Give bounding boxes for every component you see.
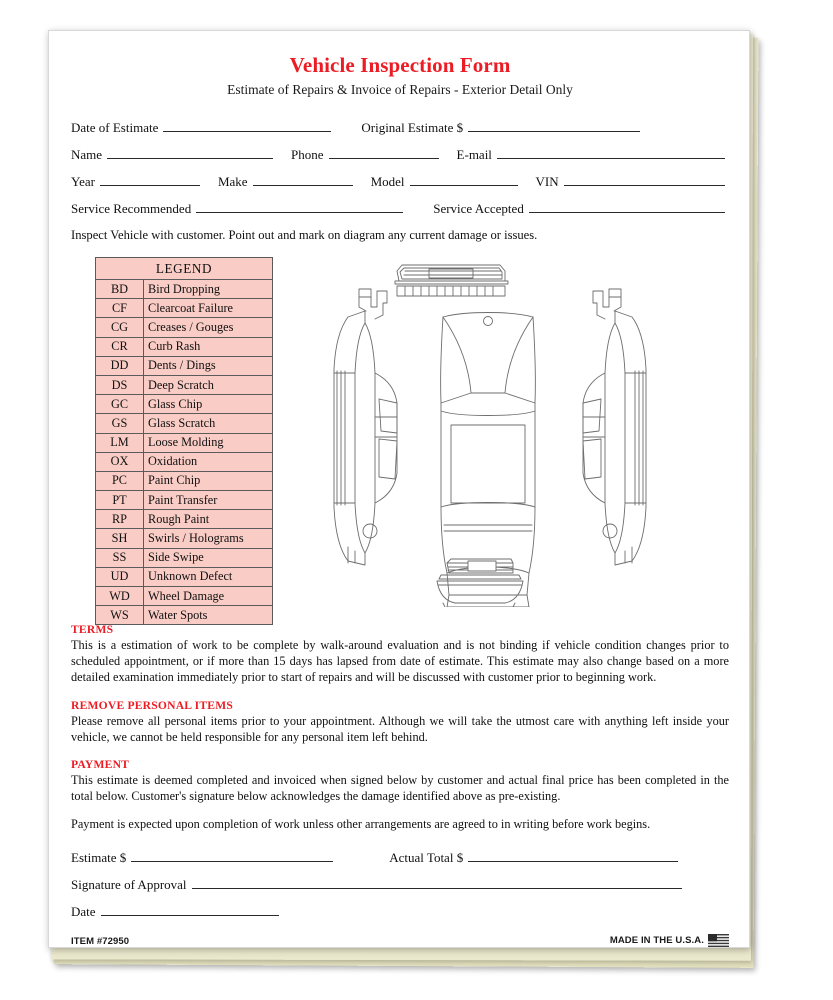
legend-heading: LEGEND — [96, 258, 273, 280]
legend-description: Glass Scratch — [144, 414, 273, 433]
driver-side-view — [334, 289, 397, 565]
footer-meta — [71, 934, 729, 947]
field-row-totals — [71, 850, 729, 866]
legend-description: Unknown Defect — [144, 567, 273, 586]
legend-row — [96, 280, 273, 299]
signature-of-approval-label: Signature of Approval — [71, 876, 187, 892]
legend-description: Paint Transfer — [144, 491, 273, 510]
legend-description: Side Swipe — [144, 548, 273, 567]
name-label: Name — [71, 147, 103, 162]
phone-label: Phone — [291, 147, 324, 162]
legend-code: DD — [96, 356, 144, 375]
remove-personal-items-heading: REMOVE PERSONAL ITEMS — [71, 698, 234, 712]
signature-date-input[interactable] — [101, 904, 279, 916]
year-label: Year — [71, 174, 95, 189]
item-number: ITEM #72950 — [71, 935, 130, 947]
legend-row — [96, 414, 273, 433]
phone-input[interactable] — [329, 147, 439, 159]
legend-description: Deep Scratch — [144, 375, 273, 394]
legend-description: Clearcoat Failure — [144, 299, 273, 318]
usa-flag-icon — [708, 934, 729, 947]
page-subtitle: Estimate of Repairs & Invoice of Repairs - Exterior Detail Only — [227, 82, 573, 97]
legend-code: BD — [96, 280, 144, 299]
legend-row — [96, 510, 273, 529]
remove-personal-items-body: Please remove all personal items prior to your appointment. Although we will take the utmost care with anything left inside your vehicle, we cannot be held responsible for any personal item left behind. — [71, 713, 729, 744]
legend-code: CF — [96, 299, 144, 318]
service-recommended-label: Service Recommended — [71, 201, 192, 216]
form-sheet-front — [48, 30, 750, 948]
legend-row — [96, 471, 273, 490]
legend-row — [96, 529, 273, 548]
service-recommended-input[interactable] — [196, 201, 403, 213]
legend-code: PC — [96, 471, 144, 490]
legend-row — [96, 548, 273, 567]
payment-heading: PAYMENT — [71, 758, 130, 772]
legend-row — [96, 587, 273, 606]
legend-code: LM — [96, 433, 144, 452]
email-input[interactable] — [497, 147, 725, 159]
legend-row — [96, 452, 273, 471]
page-title: Vehicle Inspection Form — [289, 53, 511, 77]
legend-container — [71, 257, 251, 622]
legend-body — [96, 280, 273, 625]
legend-description: Loose Molding — [144, 433, 273, 452]
legend-description: Curb Rash — [144, 337, 273, 356]
estimate-total-label: Estimate $ — [71, 849, 127, 865]
model-label: Model — [370, 174, 405, 189]
legend-description: Bird Dropping — [144, 280, 273, 299]
legend-row — [96, 433, 273, 452]
legend-code: CG — [96, 318, 144, 337]
vehicle-outline-diagram[interactable] — [325, 259, 655, 607]
legend-row — [96, 606, 273, 625]
legend-code: WD — [96, 587, 144, 606]
legend-description: Wheel Damage — [144, 587, 273, 606]
estimate-total-input[interactable] — [131, 850, 333, 862]
name-input[interactable] — [107, 147, 273, 159]
field-row-service — [71, 201, 729, 217]
field-row-contact — [71, 147, 729, 163]
legend-description: Rough Paint — [144, 510, 273, 529]
terms-sections — [71, 623, 729, 832]
payment-body: This estimate is deemed completed and invoiced when signed below by customer and actual final price has been completed in the total below. Customer's signature below acknowledges the damage identified above as pre-existing. — [71, 773, 729, 804]
legend-description: Swirls / Holograms — [144, 529, 273, 548]
made-in-usa-label: MADE IN THE U.S.A. — [609, 934, 704, 946]
legend-code: OX — [96, 452, 144, 471]
legend-row — [96, 491, 273, 510]
year-input[interactable] — [100, 174, 200, 186]
legend-code: SS — [96, 548, 144, 567]
inspection-instruction: Inspect Vehicle with customer. Point out and mark on diagram any current damage or issues. — [71, 228, 538, 242]
legend-description: Creases / Gouges — [144, 318, 273, 337]
legend-code: WS — [96, 606, 144, 625]
date-of-estimate-label: Date of Estimate — [71, 120, 159, 135]
front-view — [395, 265, 508, 296]
vin-label: VIN — [535, 174, 559, 189]
signature-of-approval-input[interactable] — [192, 877, 682, 889]
original-estimate-label: Original Estimate $ — [361, 120, 464, 135]
legend-description: Glass Chip — [144, 395, 273, 414]
legend-code: GC — [96, 395, 144, 414]
legend-description: Paint Chip — [144, 471, 273, 490]
terms-heading: TERMS — [71, 623, 114, 636]
made-in-usa — [610, 934, 729, 947]
field-row-vehicle — [71, 174, 729, 190]
legend-description: Water Spots — [144, 606, 273, 625]
legend-table — [95, 257, 273, 625]
legend-code: GS — [96, 414, 144, 433]
field-row-estimate — [71, 120, 729, 136]
legend-code: RP — [96, 510, 144, 529]
service-accepted-label: Service Accepted — [433, 201, 524, 216]
legend-row — [96, 395, 273, 414]
legend-description: Dents / Dings — [144, 356, 273, 375]
legend-code: CR — [96, 337, 144, 356]
make-input[interactable] — [253, 174, 353, 186]
customer-fields — [71, 120, 729, 217]
payment-body-second: Payment is expected upon completion of work unless other arrangements are agreed to in writing before work begins. — [71, 816, 651, 831]
legend-and-diagram-area — [71, 257, 729, 622]
legend-row — [96, 299, 273, 318]
terms-body: This is a estimation of work to be complete by walk-around evaluation and is not binding if vehicle condition changes prior to scheduled appointment, or if more than 15 days has lapsed from date of estimate. This estimate may also change based on a more detailed examination immediately prior to start of repairs and will be discussed with customer prior to beginning work. — [71, 638, 729, 685]
passenger-side-view — [583, 289, 646, 565]
legend-code: UD — [96, 567, 144, 586]
field-row-date — [71, 904, 729, 920]
actual-total-input[interactable] — [468, 850, 678, 862]
make-label: Make — [217, 174, 248, 189]
actual-total-label: Actual Total $ — [389, 849, 464, 865]
vin-input[interactable] — [564, 174, 725, 186]
legend-description: Oxidation — [144, 452, 273, 471]
legend-code: SH — [96, 529, 144, 548]
email-label: E-mail — [456, 147, 492, 162]
date-of-estimate-input[interactable] — [163, 120, 331, 132]
form-page — [49, 31, 750, 948]
legend-header-row — [96, 258, 273, 280]
service-accepted-input[interactable] — [529, 201, 725, 213]
signature-date-label: Date — [71, 903, 96, 919]
legend-row — [96, 318, 273, 337]
rear-view — [437, 559, 523, 607]
legend-row — [96, 337, 273, 356]
footer-fields — [71, 850, 729, 920]
field-row-signature — [71, 877, 729, 893]
legend-code: DS — [96, 375, 144, 394]
original-estimate-input[interactable] — [468, 120, 640, 132]
model-input[interactable] — [410, 174, 518, 186]
legend-row — [96, 356, 273, 375]
legend-row — [96, 375, 273, 394]
legend-row — [96, 567, 273, 586]
legend-code: PT — [96, 491, 144, 510]
vehicle-diagram-container[interactable] — [251, 257, 729, 607]
